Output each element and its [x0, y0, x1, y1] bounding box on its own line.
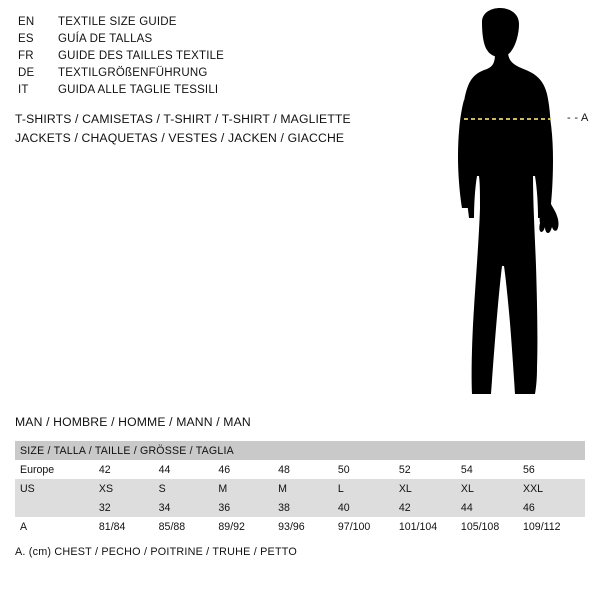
cell: 50: [337, 463, 350, 476]
cell: 48: [278, 463, 290, 476]
cell: 32: [98, 501, 111, 514]
body-figure: [420, 8, 595, 408]
table-header-row: [15, 441, 585, 460]
male-silhouette-icon: [420, 8, 595, 408]
marker-dash: - -: [567, 112, 579, 124]
marker-label: A: [581, 112, 589, 124]
cell: 54: [460, 463, 473, 476]
language-title: TEXTILGRÖßENFÜHRUNG: [58, 67, 208, 79]
table-row: [15, 479, 585, 498]
size-table: [15, 441, 585, 536]
table-footnote: A. (cm) CHEST / PECHO / POITRINE / TRUHE / PETTO: [15, 546, 297, 558]
language-guide-block: [18, 16, 418, 101]
cell: 46: [218, 463, 231, 476]
cell: XL: [460, 482, 474, 495]
cell: 34: [158, 501, 171, 514]
cell: 109/112: [523, 520, 561, 533]
category-block: [15, 110, 435, 148]
cell: 89/92: [218, 520, 245, 533]
category-tshirts: T-SHIRTS / CAMISETAS / T-SHIRT / T-SHIRT / MAGLIETTE: [15, 112, 351, 126]
table-header-label: SIZE / TALLA / TAILLE / GRÖSSE / TAGLIA: [20, 444, 234, 457]
cell: 81/84: [98, 520, 126, 533]
language-code: DE: [18, 67, 35, 79]
cell: 52: [398, 463, 411, 476]
language-row: [18, 16, 418, 33]
cell: 97/100: [337, 520, 371, 533]
cell: 85/88: [158, 520, 186, 533]
cell: 42: [98, 463, 111, 476]
cell: 38: [278, 501, 290, 514]
cell: 42: [398, 501, 411, 514]
row-label: Europe: [20, 463, 55, 476]
row-label: [15, 498, 99, 517]
cell: 44: [158, 463, 171, 476]
language-title: GUIDA ALLE TAGLIE TESSILI: [58, 84, 219, 96]
language-row: [18, 50, 418, 67]
cell: 105/108: [460, 520, 500, 533]
language-row: [18, 84, 418, 101]
language-title: TEXTILE SIZE GUIDE: [58, 16, 177, 28]
cell: 56: [523, 463, 535, 476]
measure-marker-a: [567, 112, 589, 124]
section-title-man: MAN / HOMBRE / HOMME / MANN / MAN: [15, 415, 251, 429]
cell: 46: [523, 501, 535, 514]
table-row: [15, 517, 585, 536]
language-code: FR: [18, 50, 34, 62]
cell: 40: [337, 501, 350, 514]
cell: L: [337, 482, 344, 495]
cell: S: [158, 482, 166, 495]
cell: 36: [218, 501, 231, 514]
language-code: IT: [18, 84, 29, 96]
row-label: A: [20, 520, 28, 533]
language-title: GUÍA DE TALLAS: [58, 33, 153, 45]
cell: M: [218, 482, 228, 495]
cell: 101/104: [398, 520, 438, 533]
cell: XL: [398, 482, 412, 495]
cell: M: [278, 482, 287, 495]
language-row: [18, 67, 418, 84]
category-jackets: JACKETS / CHAQUETAS / VESTES / JACKEN / GIACCHE: [15, 131, 345, 145]
table-row: [15, 460, 585, 479]
language-title: GUIDE DES TAILLES TEXTILE: [58, 50, 225, 62]
language-code: EN: [18, 16, 35, 28]
cell: 44: [460, 501, 473, 514]
language-row: [18, 33, 418, 50]
row-label: US: [20, 482, 35, 495]
cell: XS: [98, 482, 114, 495]
cell: 93/96: [278, 520, 305, 533]
cell: XXL: [523, 482, 544, 495]
table-row: [15, 498, 585, 517]
language-code: ES: [18, 33, 34, 45]
